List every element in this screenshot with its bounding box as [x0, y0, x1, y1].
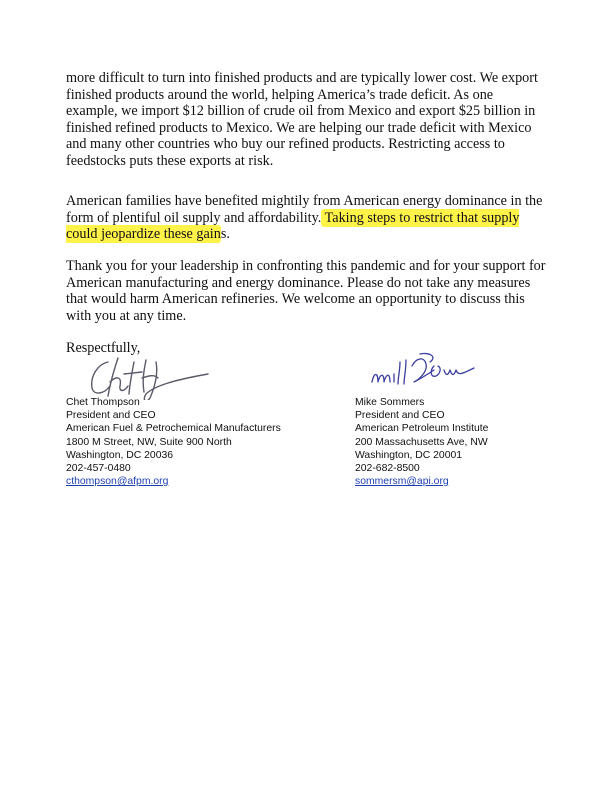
highlighted-text: Taking steps to restrict that supply could jeopardize these gain	[66, 209, 520, 243]
signature-mike-sommers	[368, 352, 478, 396]
signatory-email-link[interactable]: sommersm@api.org	[355, 476, 449, 488]
paragraph-thank-you: Thank you for your leadership in confronting this pandemic and for your support for American manufacturing and energy dominance. Please do not take any measures that would harm American refineries. We welcome an opportunity to discuss this with you at any time.	[66, 258, 546, 324]
signatory-name: Chet Thompson	[66, 397, 140, 408]
signatory-block-chet-thompson	[66, 396, 281, 488]
signatory-phone: 202-682-8500	[355, 463, 420, 475]
paragraph-energy-dominance	[66, 193, 546, 243]
paragraph-energy-start: American families have benefited mightily from American energy dominance in the form of plentiful oil supply and affordability.	[66, 193, 543, 226]
signature-chet-thompson	[84, 352, 214, 400]
signatory-organization: American Petroleum Institute	[355, 423, 489, 435]
signatory-block-mike-sommers	[355, 396, 488, 488]
signatory-title: President and CEO	[355, 410, 445, 422]
signatory-phone: 202-457-0480	[66, 463, 131, 475]
signatory-address-line-2: Washington, DC 20001	[355, 449, 463, 461]
signatory-organization: American Fuel & Petrochemical Manufacturers	[66, 423, 281, 435]
closing-salutation: Respectfully,	[66, 340, 141, 356]
signatory-email-link[interactable]: cthompson@afpm.org	[66, 476, 169, 488]
paragraph-energy-end: s.	[220, 226, 230, 243]
signatory-title: President and CEO	[66, 410, 156, 422]
signatory-address-line-1: 200 Massachusetts Ave, NW	[355, 436, 488, 448]
signatory-address-line-1: 1800 M Street, NW, Suite 900 North	[66, 436, 232, 448]
paragraph-exports: more difficult to turn into finished products and are typically lower cost. We export finished products around the world, helping America’s trade deficit. As one example, we import $12 billion of crude oil from Mexico and export $25 billion in finished refined products to Mexico. We are helping our trade deficit with Mexico and many other countries who buy our refined products. Restricting access to feedstocks puts these exports at risk.	[66, 70, 538, 169]
signatory-name: Mike Sommers	[355, 397, 425, 408]
signatory-address-line-2: Washington, DC 20036	[66, 449, 174, 461]
